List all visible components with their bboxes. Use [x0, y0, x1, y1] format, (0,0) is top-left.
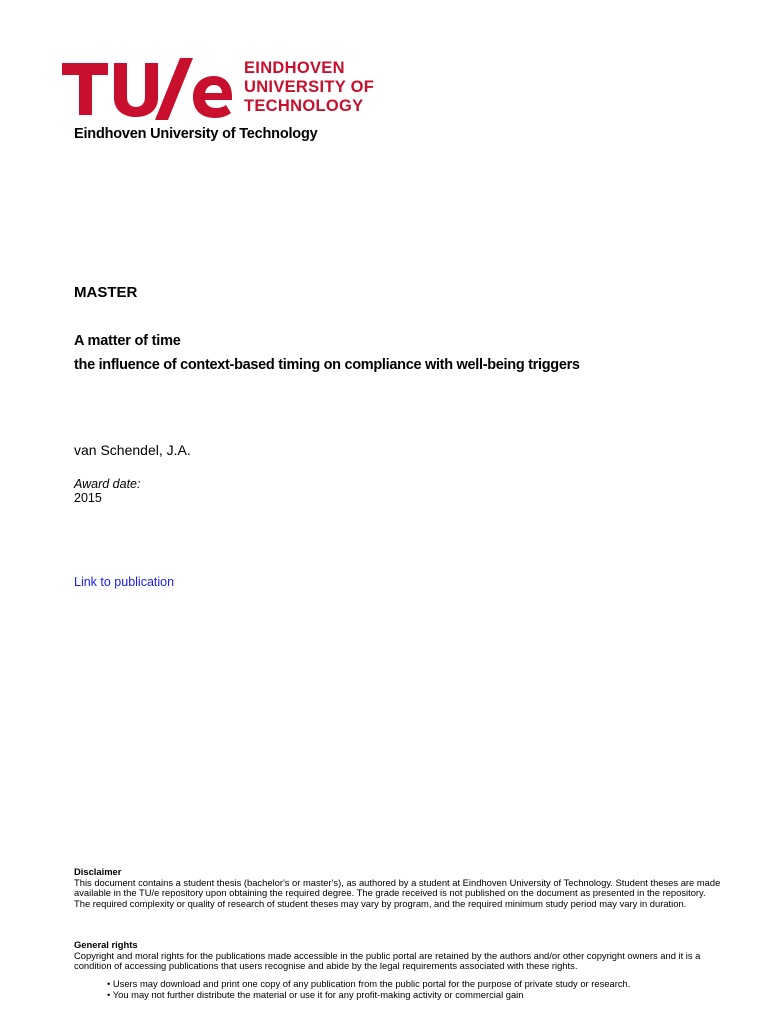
award-date-value: 2015	[74, 491, 102, 505]
logo-line-3: TECHNOLOGY	[244, 97, 364, 115]
author-name: van Schendel, J.A.	[74, 442, 191, 458]
logo-line-1: EINDHOVEN	[244, 59, 345, 77]
list-item: • Users may download and print one copy of any publication from the public portal for the purpose of private study or research.	[107, 978, 631, 989]
thesis-subtitle: the influence of context-based timing on compliance with well-being triggers	[74, 357, 580, 373]
tue-logo-mark	[62, 58, 232, 120]
logo-line-2: UNIVERSITY OF	[244, 78, 375, 96]
institution-name: Eindhoven University of Technology	[74, 126, 318, 142]
disclaimer-text: This document contains a student thesis (bachelor's or master's), as authored by a student at Eindhoven University of Technology. Student theses are made available in the TU/e repository upon obtaining the required degree. The grade received is not published on the document as presented in the repository. The required complexity or quality of research of student theses may vary by program, and the required minimum study period may vary in duration.	[74, 876, 721, 909]
tue-logo-wordmark	[244, 59, 404, 116]
document-type: MASTER	[74, 284, 138, 301]
list-item: • You may not further distribute the material or use it for any profit-making activity or commercial gain	[107, 988, 524, 1000]
rights-bullet-list	[107, 979, 727, 1000]
general-rights-text: Copyright and moral rights for the publications made accessible in the public portal are retained by the authors and/or other copyright owners and it is a condition of accessing publications that users recognise and abide by the legal requirements associated with these rights.	[74, 949, 701, 971]
general-rights-section	[74, 940, 724, 972]
disclaimer-heading: Disclaimer	[74, 866, 122, 877]
disclaimer-section	[74, 867, 724, 909]
award-date-label: Award date:	[74, 477, 141, 491]
general-rights-heading: General rights	[74, 939, 138, 950]
link-to-publication[interactable]: Link to publication	[74, 575, 175, 589]
thesis-title: A matter of time	[74, 333, 181, 349]
